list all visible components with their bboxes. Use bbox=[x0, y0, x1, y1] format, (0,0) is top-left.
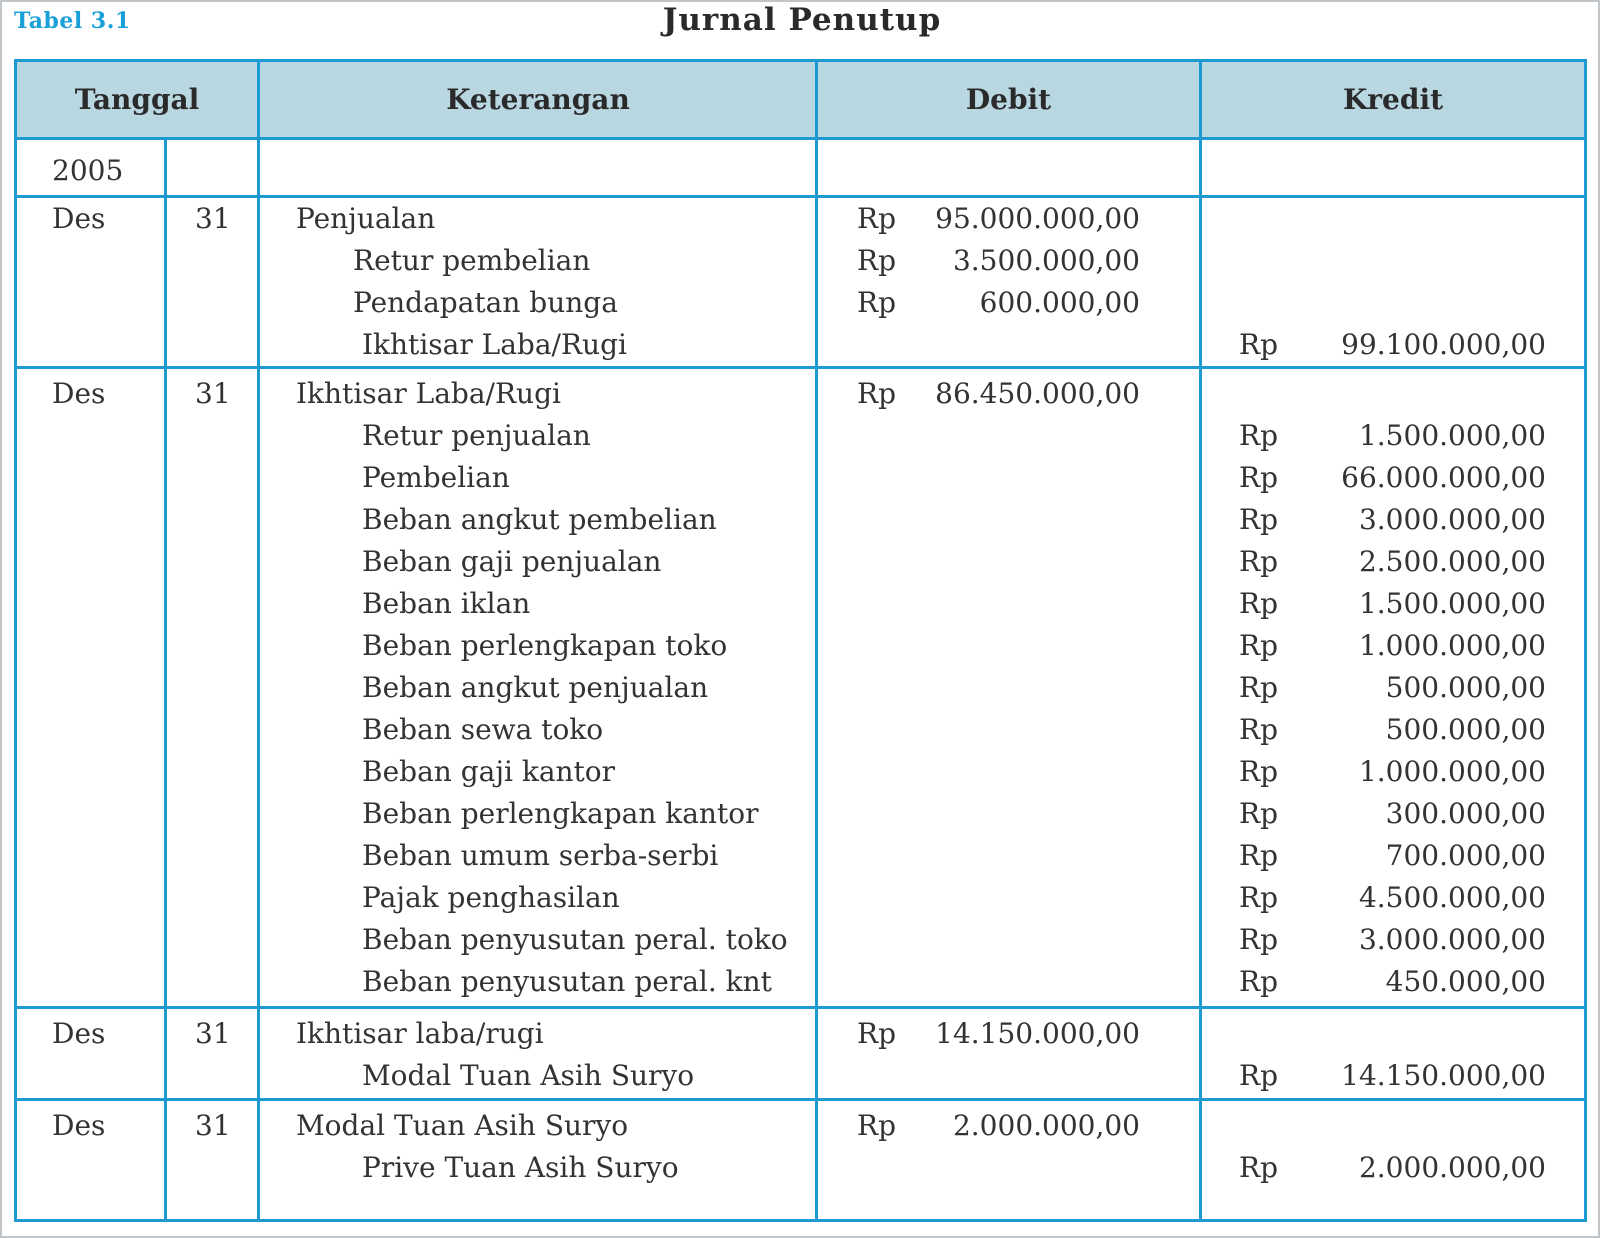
kredit-currency: Rp bbox=[1239, 797, 1279, 830]
debit-amount: 3.500.000,00 bbox=[952, 244, 1140, 277]
kredit-amount: 500.000,00 bbox=[1385, 671, 1546, 704]
account-name: Pendapatan bunga bbox=[353, 286, 618, 319]
account-name: Beban sewa toko bbox=[362, 713, 604, 746]
entry-month: Des bbox=[52, 1109, 106, 1142]
kredit-amount: 14.150.000,00 bbox=[1341, 1059, 1546, 1092]
account-name: Beban angkut pembelian bbox=[362, 503, 717, 536]
entry-day: 31 bbox=[195, 1109, 231, 1142]
kredit-amount: 3.000.000,00 bbox=[1358, 923, 1546, 956]
kredit-amount: 300.000,00 bbox=[1385, 797, 1546, 830]
account-name: Beban penyusutan peral. toko bbox=[362, 923, 788, 956]
account-name: Ikhtisar laba/rugi bbox=[296, 1017, 544, 1050]
debit-amount: 14.150.000,00 bbox=[935, 1017, 1140, 1050]
entry-month: Des bbox=[52, 377, 106, 410]
debit-amount: 2.000.000,00 bbox=[952, 1109, 1140, 1142]
kredit-amount: 2.000.000,00 bbox=[1358, 1151, 1546, 1184]
year-cell: 2005 bbox=[52, 154, 124, 187]
header-tanggal: Tanggal bbox=[17, 62, 257, 140]
kredit-currency: Rp bbox=[1239, 755, 1279, 788]
kredit-currency: Rp bbox=[1239, 965, 1279, 998]
journal-table bbox=[14, 59, 1587, 1222]
debit-amount: 600.000,00 bbox=[979, 286, 1140, 319]
account-name: Ikhtisar Laba/Rugi bbox=[296, 377, 561, 410]
column-divider bbox=[257, 62, 260, 1219]
kredit-currency: Rp bbox=[1239, 461, 1279, 494]
account-name: Beban penyusutan peral. knt bbox=[362, 965, 772, 998]
account-name: Beban perlengkapan toko bbox=[362, 629, 728, 662]
account-name: Beban angkut penjualan bbox=[362, 671, 709, 704]
entry-month: Des bbox=[52, 202, 106, 235]
entry-day: 31 bbox=[195, 202, 231, 235]
entry-day: 31 bbox=[195, 377, 231, 410]
account-name: Modal Tuan Asih Suryo bbox=[362, 1059, 695, 1092]
kredit-currency: Rp bbox=[1239, 629, 1279, 662]
debit-amount: 86.450.000,00 bbox=[935, 377, 1140, 410]
column-divider bbox=[815, 62, 818, 1219]
row-divider bbox=[17, 1098, 1584, 1101]
account-name: Retur penjualan bbox=[362, 419, 591, 452]
row-divider bbox=[17, 195, 1584, 198]
account-name: Beban umum serba-serbi bbox=[362, 839, 719, 872]
entry-day: 31 bbox=[195, 1017, 231, 1050]
account-name: Modal Tuan Asih Suryo bbox=[296, 1109, 629, 1142]
debit-currency: Rp bbox=[857, 244, 897, 277]
account-name: Pembelian bbox=[362, 461, 510, 494]
kredit-amount: 450.000,00 bbox=[1385, 965, 1546, 998]
header-debit: Debit bbox=[818, 62, 1199, 140]
column-divider-day bbox=[164, 140, 167, 1219]
header-kredit: Kredit bbox=[1202, 62, 1584, 140]
debit-currency: Rp bbox=[857, 1109, 897, 1142]
row-divider bbox=[17, 366, 1584, 369]
kredit-amount: 1.500.000,00 bbox=[1358, 587, 1546, 620]
debit-currency: Rp bbox=[857, 286, 897, 319]
kredit-amount: 99.100.000,00 bbox=[1341, 328, 1546, 361]
account-name: Ikhtisar Laba/Rugi bbox=[362, 328, 627, 361]
account-name: Beban gaji penjualan bbox=[362, 545, 662, 578]
kredit-currency: Rp bbox=[1239, 1151, 1279, 1184]
account-name: Beban perlengkapan kantor bbox=[362, 797, 759, 830]
kredit-currency: Rp bbox=[1239, 713, 1279, 746]
account-name: Pajak penghasilan bbox=[362, 881, 620, 914]
kredit-currency: Rp bbox=[1239, 419, 1279, 452]
table-number-label: Tabel 3.1 bbox=[14, 8, 131, 34]
kredit-currency: Rp bbox=[1239, 1059, 1279, 1092]
kredit-currency: Rp bbox=[1239, 839, 1279, 872]
account-name: Beban iklan bbox=[362, 587, 531, 620]
debit-currency: Rp bbox=[857, 1017, 897, 1050]
kredit-currency: Rp bbox=[1239, 503, 1279, 536]
row-divider bbox=[17, 1006, 1584, 1009]
debit-currency: Rp bbox=[857, 377, 897, 410]
account-name: Penjualan bbox=[296, 202, 436, 235]
kredit-currency: Rp bbox=[1239, 923, 1279, 956]
page-title: Jurnal Penutup bbox=[662, 2, 942, 38]
kredit-amount: 700.000,00 bbox=[1385, 839, 1546, 872]
account-name: Retur pembelian bbox=[353, 244, 591, 277]
account-name: Beban gaji kantor bbox=[362, 755, 616, 788]
kredit-currency: Rp bbox=[1239, 671, 1279, 704]
entry-month: Des bbox=[52, 1017, 106, 1050]
header-keterangan: Keterangan bbox=[260, 62, 816, 140]
debit-currency: Rp bbox=[857, 202, 897, 235]
kredit-currency: Rp bbox=[1239, 328, 1279, 361]
kredit-amount: 1.000.000,00 bbox=[1358, 755, 1546, 788]
kredit-amount: 4.500.000,00 bbox=[1358, 881, 1546, 914]
kredit-amount: 1.000.000,00 bbox=[1358, 629, 1546, 662]
kredit-amount: 500.000,00 bbox=[1385, 713, 1546, 746]
kredit-amount: 1.500.000,00 bbox=[1358, 419, 1546, 452]
kredit-amount: 3.000.000,00 bbox=[1358, 503, 1546, 536]
kredit-currency: Rp bbox=[1239, 545, 1279, 578]
debit-amount: 95.000.000,00 bbox=[935, 202, 1140, 235]
kredit-currency: Rp bbox=[1239, 587, 1279, 620]
account-name: Prive Tuan Asih Suryo bbox=[362, 1151, 679, 1184]
column-divider bbox=[1199, 62, 1202, 1219]
kredit-amount: 66.000.000,00 bbox=[1341, 461, 1546, 494]
kredit-amount: 2.500.000,00 bbox=[1358, 545, 1546, 578]
kredit-currency: Rp bbox=[1239, 881, 1279, 914]
